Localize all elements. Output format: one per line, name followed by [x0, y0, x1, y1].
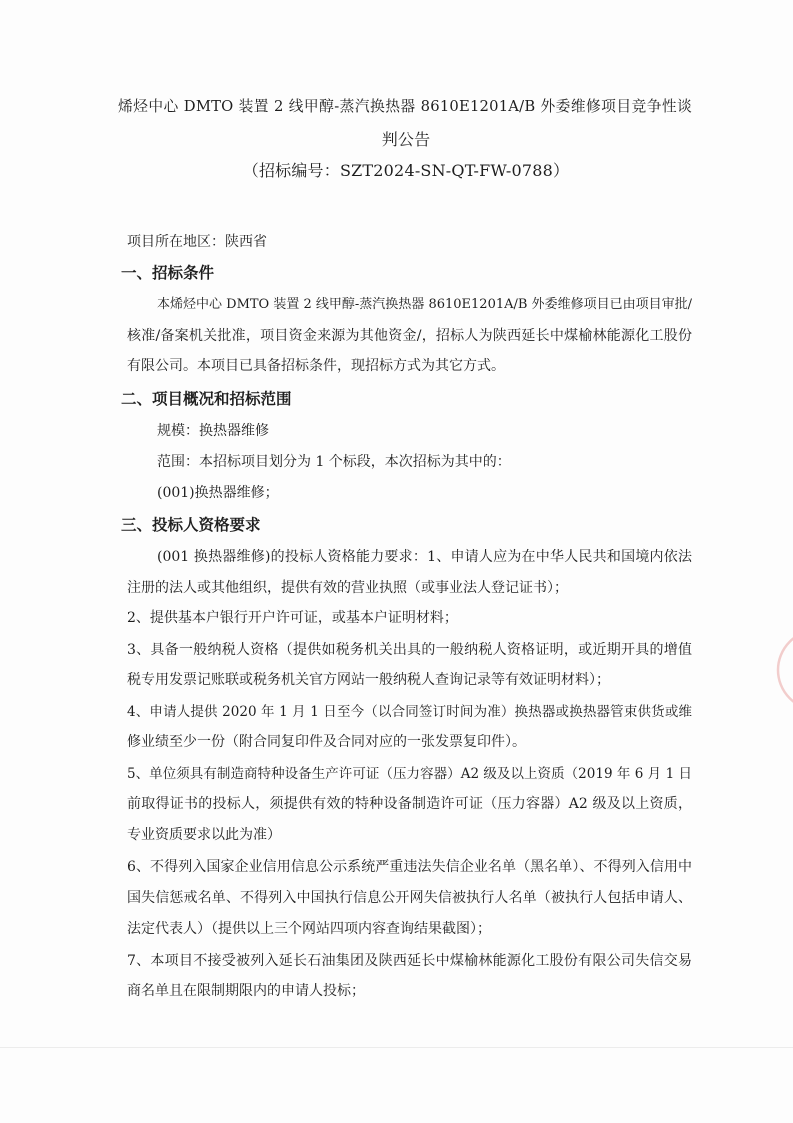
qualification-6-line: 6、不得列入国家企业信用信息公示系统严重违法失信企业名单（黑名单）、不得列入信用中	[127, 859, 692, 875]
qualification-7-line: 商名单且在限制期限内的申请人投标；	[127, 983, 365, 999]
qualification-6-line: 国失信惩戒名单、不得列入中国执行信息公开网失信被执行人名单（被执行人包括申请人、	[127, 890, 692, 906]
qualification-1-line: (001 换热器维修)的投标人资格能力要求：1、申请人应为在中华人民共和国境内依法	[157, 549, 692, 565]
project-lot: (001)换热器维修；	[157, 485, 279, 501]
qualification-5-line: 前取得证书的投标人，须提供有效的特种设备制造许可证（压力容器）A2 级及以上资质，	[127, 796, 692, 812]
qualification-2-line: 2、提供基本户银行开户许可证，或基本户证明材料；	[127, 610, 458, 626]
section-heading-tender-conditions: 一、招标条件	[121, 264, 215, 282]
scan-line	[0, 1047, 793, 1048]
tender-conditions-text-line: 本烯烃中心 DMTO 装置 2 线甲醇-蒸汽换热器 8610E1201A/B 外委维修项目已由项目审批/	[157, 297, 692, 312]
qualification-7-line: 7、本项目不接受被列入延长石油集团及陕西延长中煤榆林能源化工股份有限公司失信交易	[127, 953, 692, 969]
document-title-line-2: 判公告	[381, 130, 431, 149]
section-heading-bidder-qualifications: 三、投标人资格要求	[121, 516, 261, 534]
qualification-5-line: 专业资质要求以此为准）	[127, 827, 281, 843]
qualification-1-line: 注册的法人或其他组织，提供有效的营业执照（或事业法人登记证书）；	[127, 580, 568, 596]
qualification-4-line: 4、申请人提供 2020 年 1 月 1 日至今（以合同签订时间为准）换热器或换热器管束供货或维	[127, 704, 692, 720]
tender-number: （招标编号：SZT2024-SN-QT-FW-0788）	[242, 161, 570, 180]
tender-conditions-text-line: 核准/备案机关批准，项目资金来源为其他资金/，招标人为陕西延长中煤榆林能源化工股份	[127, 328, 692, 344]
project-location: 项目所在地区：陕西省	[127, 234, 267, 250]
qualification-5-line: 5、单位须具有制造商特种设备生产许可证（压力容器）A2 级及以上资质（2019 年 6 月 1 日	[127, 766, 692, 782]
qualification-3-line: 税专用发票记账联或税务机关官方网站一般纳税人查询记录等有效证明材料）；	[127, 672, 610, 688]
qualification-3-line: 3、具备一般纳税人资格（提供如税务机关出具的一般纳税人资格证明，或近期开具的增值	[127, 642, 692, 658]
section-heading-project-overview: 二、项目概况和招标范围	[121, 390, 292, 408]
document-title-line-1: 烯烃中心 DMTO 装置 2 线甲醇-蒸汽换热器 8610E1201A/B 外委维修项目竞争性谈	[118, 98, 692, 115]
qualification-4-line: 修业绩至少一份（附合同复印件及合同对应的一张发票复印件）。	[127, 734, 526, 750]
project-scope: 范围：本招标项目划分为 1 个标段，本次招标为其中的：	[157, 454, 511, 470]
tender-conditions-text-line: 有限公司。本项目已具备招标条件，现招标方式为其它方式。	[127, 358, 505, 374]
project-scale: 规模：换热器维修	[157, 423, 269, 439]
seal-fragment	[770, 625, 793, 715]
qualification-6-line: 法定代表人）（提供以上三个网站四项内容查询结果截图）；	[127, 921, 491, 937]
